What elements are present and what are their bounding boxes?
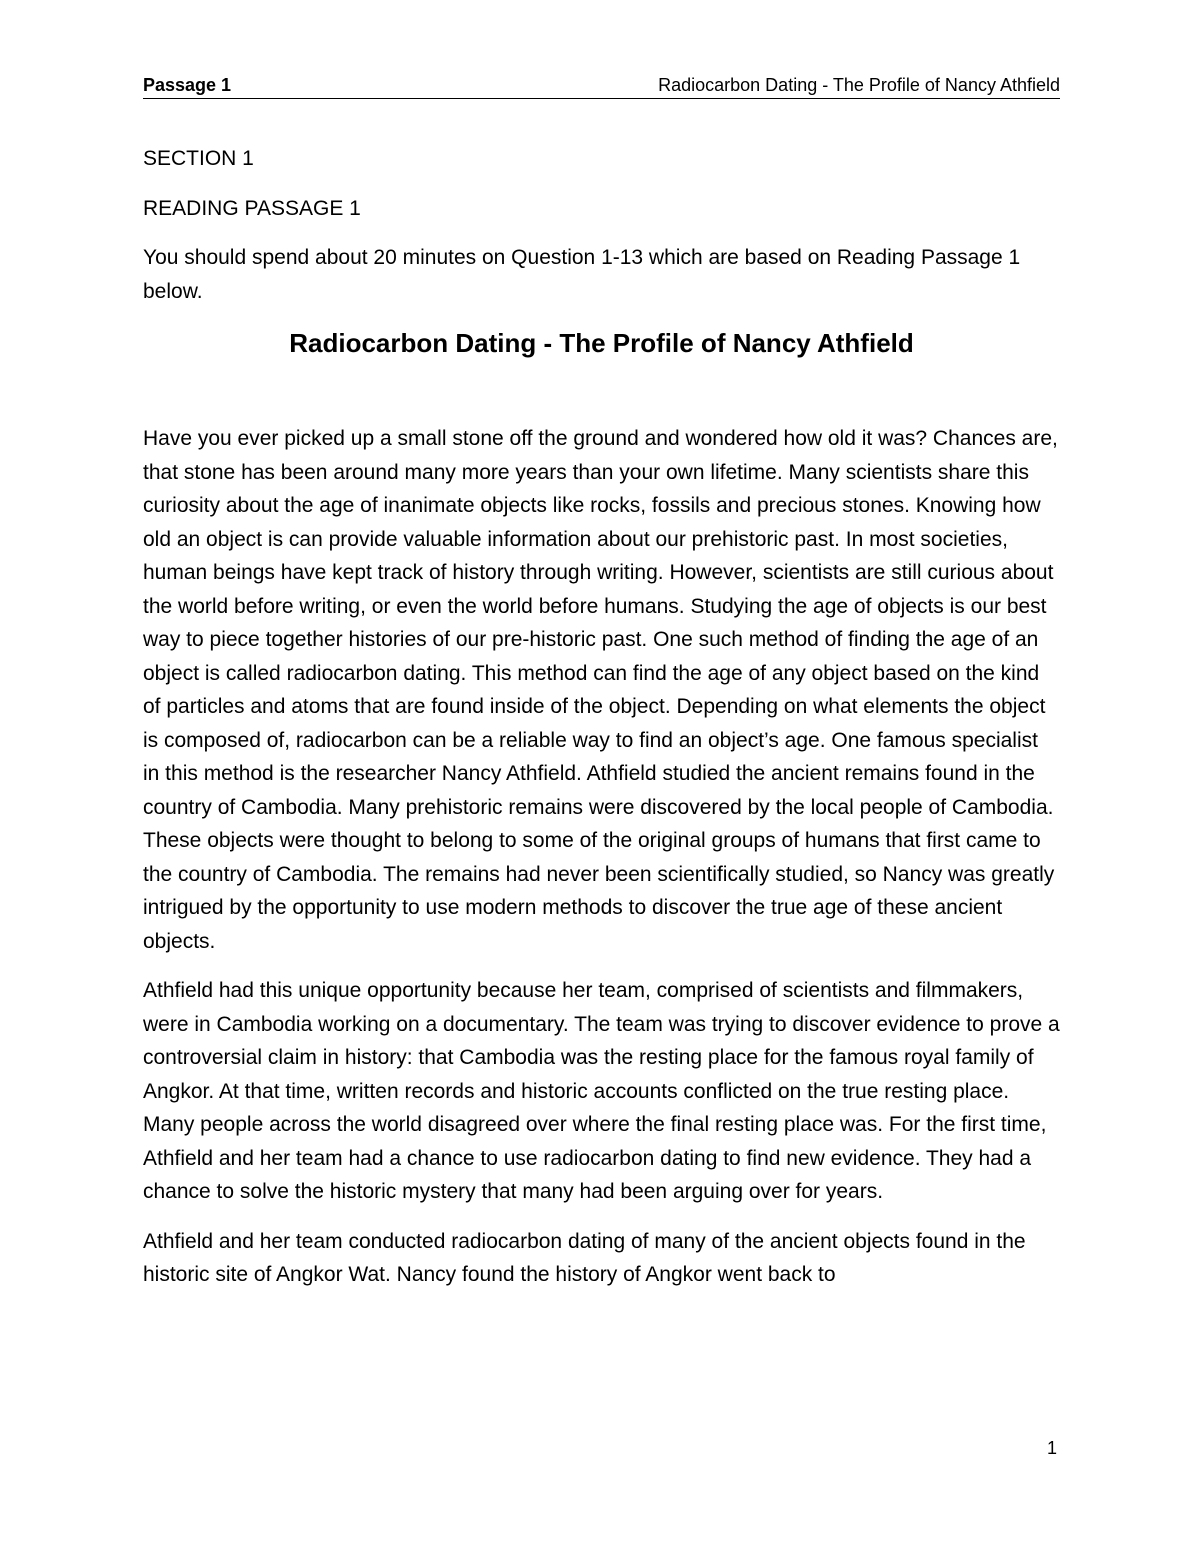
header-document-title: Radiocarbon Dating - The Profile of Nancy Athfield (658, 75, 1060, 95)
instruction-text: You should spend about 20 minutes on Question 1-13 which are based on Reading Passage 1 below. (143, 246, 1021, 303)
section-heading: SECTION 1 (143, 147, 254, 170)
running-header (143, 72, 1060, 99)
passage-text (143, 422, 1060, 1292)
reading-passage-heading: READING PASSAGE 1 (143, 196, 361, 220)
paragraph-1: Have you ever picked up a small stone off the ground and wondered how old it was? Chances are, that stone has been around many more years than your own lifetime. Many scientists share this curiosity about the age of inanimate objects like rocks, fossils and precious stones. Knowing how old an object is can provide valuable information about our prehistoric past. In most societies, human beings have kept track of history through writing. However, scientists are still curious about the world before writing, or even the world before humans. Studying the age of objects is our best way to piece together histories of our pre-historic past. One such method of finding the age of an object is called radiocarbon dating. This method can find the age of any object based on the kind of particles and atoms that are found inside of the object. Depending on what elements the object is composed of, radiocarbon can be a reliable way to find an object’s age. One famous specialist in this method is the researcher Nancy Athfield. Athfield studied the ancient remains found in the country of Cambodia. Many prehistoric remains were discovered by the local people of Cambodia. These objects were thought to belong to some of the original groups of humans that first came to the country of Cambodia. The remains had never been scientifically studied, so Nancy was greatly intrigued by the opportunity to use modern methods to discover the true age of these ancient objects. (143, 427, 1058, 953)
document-body (143, 142, 1060, 1308)
passage-title: Radiocarbon Dating - The Profile of Nancy Athfield (289, 328, 914, 358)
paragraph-3: Athfield and her team conducted radiocarbon dating of many of the ancient objects found in the historic site of Angkor Wat. Nancy found the history of Angkor went back to (143, 1229, 1026, 1286)
header-passage-label: Passage 1 (143, 75, 232, 95)
paragraph-2: Athfield had this unique opportunity because her team, comprised of scientists and filmmakers, were in Cambodia working on a documentary. The team was trying to discover evidence to prove a controversial claim in history: that Cambodia was the resting place for the famous royal family of Angkor. At that time, written records and historic accounts conflicted on the true resting place. Many people across the world disagreed over where the final resting place was. For the first time, Athfield and her team had a chance to use radiocarbon dating to find new evidence. They had a chance to solve the historic mystery that many had been arguing over for years. (143, 979, 1060, 1203)
page-number: 1 (1046, 1438, 1057, 1458)
